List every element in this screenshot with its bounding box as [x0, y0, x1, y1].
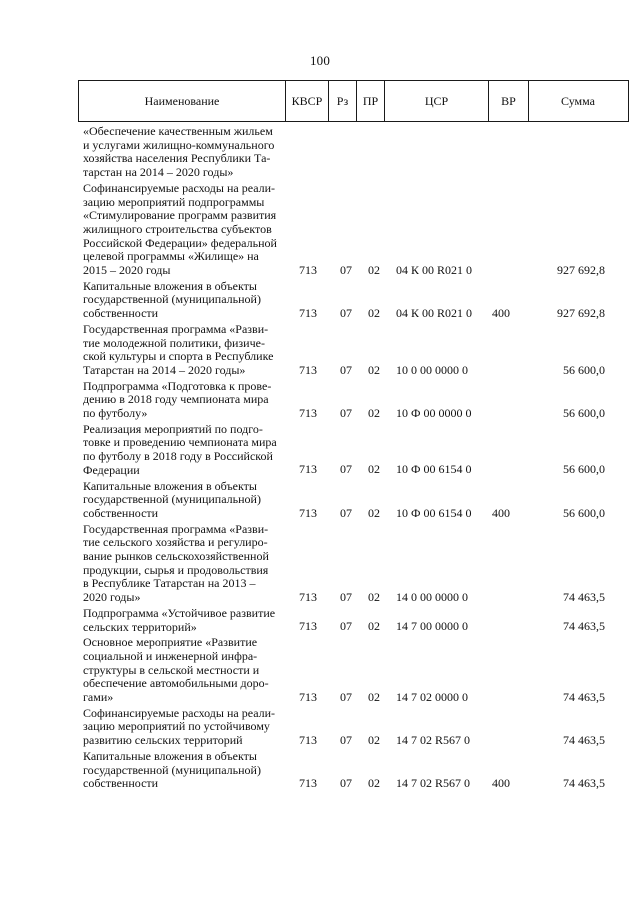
cell-rz: 07 [340, 589, 352, 604]
cell-csr: 04 К 00 R021 0 [396, 262, 473, 277]
name-line: государственной (муниципальной) [83, 492, 261, 507]
name-line: собственности [83, 776, 159, 791]
cell-csr: 10 Ф 00 6154 0 [396, 505, 472, 520]
header-csr: ЦСР [385, 81, 489, 121]
cell-rz: 07 [340, 689, 352, 704]
cell-sum: 74 463,5 [563, 619, 605, 634]
name-line: Реализация мероприятий по подго- [83, 421, 263, 436]
row-values [78, 591, 629, 605]
name-line: Российской Федерации» федеральной [83, 235, 277, 250]
name-line: в Республике Татарстан на 2013 – [83, 576, 256, 591]
header-sum: Сумма [561, 93, 595, 108]
name-line: продукции, сырья и продовольствия [83, 562, 269, 577]
cell-sum: 927 692,8 [557, 262, 605, 277]
name-line: Софинансируемые расходы на реали- [83, 705, 276, 720]
cell-kvsr: 713 [299, 462, 317, 477]
cell-kvsr: 713 [299, 689, 317, 704]
cell-pr: 02 [368, 619, 380, 634]
cell-pr: 02 [368, 689, 380, 704]
name-line: дению в 2018 году чемпионата мира [83, 392, 269, 407]
cell-rz: 07 [340, 462, 352, 477]
name-line: Федерации [83, 462, 140, 477]
cell-rz: 07 [340, 505, 352, 520]
row-values [78, 777, 629, 791]
header-vr: ВР [489, 81, 529, 121]
name-line: по футболу» [83, 406, 148, 420]
cell-rz: 07 [340, 405, 352, 420]
cell-sum: 56 600,0 [563, 505, 605, 520]
row-values [78, 264, 629, 278]
cell-csr: 10 Ф 00 0000 0 [396, 405, 472, 420]
header-kvsr: КВСР [286, 81, 329, 121]
cell-pr: 02 [368, 775, 380, 790]
name-line: зацию мероприятий по устойчивому [83, 719, 270, 734]
table-row [78, 607, 629, 634]
cell-kvsr: 713 [299, 305, 317, 320]
cell-csr: 14 7 00 0000 0 [396, 619, 468, 634]
row-values [78, 307, 629, 321]
name-line: «Стимулирование программ развития [83, 208, 277, 223]
table-row [78, 423, 629, 478]
cell-rz: 07 [340, 775, 352, 790]
cell-rz: 07 [340, 732, 352, 747]
cell-csr: 10 Ф 00 6154 0 [396, 462, 472, 477]
name-line: зацию мероприятий подпрограммы [83, 194, 265, 209]
cell-csr: 14 7 02 R567 0 [396, 775, 471, 790]
cell-sum: 74 463,5 [563, 775, 605, 790]
cell-sum: 56 600,0 [563, 362, 605, 377]
name-line: сельских территорий» [83, 619, 197, 634]
name-line: вание рынков сельскохозяйственной [83, 549, 269, 563]
name-line: Капитальные вложения в объекты [83, 748, 257, 763]
table-row [78, 636, 629, 705]
name-line: ской культуры и спорта в Республике [83, 349, 274, 364]
cell-sum: 927 692,8 [557, 305, 605, 320]
cell-pr: 02 [368, 589, 380, 604]
table-row [78, 323, 629, 378]
name-line: развитию сельских территорий [83, 733, 243, 748]
table-row [78, 750, 629, 791]
page-number: 100 [309, 53, 331, 68]
cell-vr: 400 [492, 505, 510, 520]
header-rz: Рз [329, 81, 357, 121]
table-row [78, 125, 629, 180]
cell-pr: 02 [368, 462, 380, 477]
cell-kvsr: 713 [299, 405, 317, 420]
name-line: структуры в сельской местности и [83, 662, 260, 677]
table-row [78, 280, 629, 321]
cell-sum: 74 463,5 [563, 689, 605, 704]
name-line: хозяйства населения Республики Та- [83, 151, 271, 166]
name-line: социальной и инженерной инфра- [83, 648, 258, 663]
cell-pr: 02 [368, 405, 380, 420]
name-line: товке и проведению чемпионата мира [83, 435, 277, 450]
cell-kvsr: 713 [299, 505, 317, 520]
cell-kvsr: 713 [299, 362, 317, 377]
cell-kvsr: 713 [299, 619, 317, 634]
name-line: жилищного строительства субъектов [83, 221, 272, 236]
name-line: гами» [83, 690, 114, 704]
table-row [78, 523, 629, 605]
name-line: Государственная программа «Разви- [83, 521, 269, 536]
cell-csr: 14 7 02 R567 0 [396, 732, 471, 747]
row-values [78, 620, 629, 634]
cell-pr: 02 [368, 732, 380, 747]
cell-pr: 02 [368, 262, 380, 277]
cell-sum: 74 463,5 [563, 732, 605, 747]
cell-vr: 400 [492, 305, 510, 320]
cell-csr: 14 7 02 0000 0 [396, 689, 468, 704]
name-line: собственности [83, 306, 159, 321]
name-line: собственности [83, 505, 159, 520]
cell-kvsr: 713 [299, 732, 317, 747]
table-row [78, 480, 629, 521]
cell-rz: 07 [340, 619, 352, 634]
header-pr: ПР [357, 81, 385, 121]
header-name: Наименование [79, 81, 286, 121]
cell-csr: 14 0 00 0000 0 [396, 589, 468, 604]
table-header [78, 80, 629, 122]
row-values [78, 463, 629, 477]
cell-pr: 02 [368, 305, 380, 320]
table-row [78, 182, 629, 278]
name-line: 2020 годы» [83, 590, 141, 605]
name-line: Подпрограмма «Подготовка к прове- [83, 378, 272, 393]
cell-rz: 07 [340, 305, 352, 320]
name-line: Подпрограмма «Устойчивое развитие [83, 605, 276, 620]
name-line: по футболу в 2018 году в Российской [83, 449, 273, 464]
name-line: «Обеспечение качественным жильем [83, 124, 273, 138]
name-line: Основное мероприятие «Развитие [83, 635, 258, 650]
row-values [78, 166, 629, 180]
cell-kvsr: 713 [299, 589, 317, 604]
row-values [78, 691, 629, 705]
name-line: целевой программы «Жилище» на [83, 249, 259, 264]
row-values [78, 507, 629, 521]
cell-sum: 74 463,5 [563, 589, 605, 604]
cell-kvsr: 713 [299, 262, 317, 277]
row-values [78, 364, 629, 378]
cell-pr: 02 [368, 505, 380, 520]
name-line: Софинансируемые расходы на реали- [83, 180, 276, 195]
name-line: тие молодежной политики, физиче- [83, 335, 265, 350]
name-line: Капитальные вложения в объекты [83, 478, 257, 493]
table-row [78, 380, 629, 421]
row-values [78, 407, 629, 421]
name-line: тие сельского хозяйства и регулиро- [83, 535, 268, 550]
cell-rz: 07 [340, 362, 352, 377]
table-row [78, 707, 629, 748]
cell-sum: 56 600,0 [563, 462, 605, 477]
name-line: и услугами жилищно-коммунального [83, 137, 275, 152]
cell-kvsr: 713 [299, 775, 317, 790]
name-line: Татарстан на 2014 – 2020 годы» [83, 362, 246, 377]
name-line: обеспечение автомобильными доро- [83, 676, 269, 691]
cell-pr: 02 [368, 362, 380, 377]
name-line: государственной (муниципальной) [83, 762, 261, 777]
cell-csr: 10 0 00 0000 0 [396, 362, 468, 377]
name-line: тарстан на 2014 – 2020 годы» [83, 165, 234, 180]
cell-csr: 04 К 00 R021 0 [396, 305, 473, 320]
cell-vr: 400 [492, 775, 510, 790]
name-line: 2015 – 2020 годы [83, 263, 171, 278]
name-line: Капитальные вложения в объекты [83, 278, 257, 293]
name-line: Государственная программа «Разви- [83, 321, 269, 336]
cell-sum: 56 600,0 [563, 405, 605, 420]
row-values [78, 734, 629, 748]
name-line: государственной (муниципальной) [83, 292, 261, 307]
cell-rz: 07 [340, 262, 352, 277]
